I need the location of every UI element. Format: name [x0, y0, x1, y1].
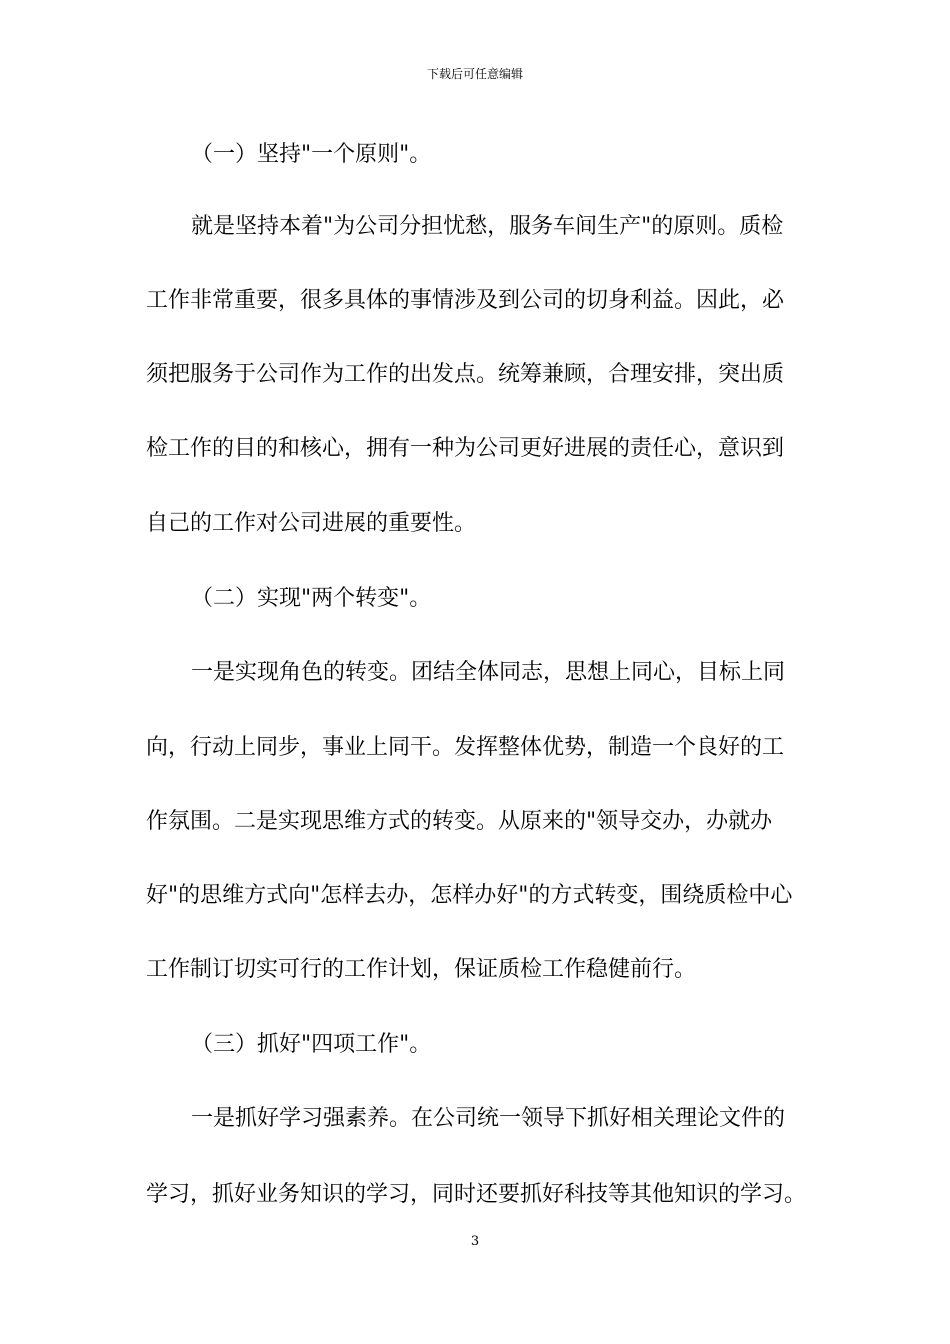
- paragraph-line: 自己的工作对公司进展的重要性。: [146, 511, 477, 536]
- paragraph-line: 向，行动上同步，事业上同干。发挥整体优势，制造一个良好的工: [146, 735, 785, 760]
- paragraph-line: 工作非常重要，很多具体的事情涉及到公司的切身利益。因此，必: [146, 288, 785, 313]
- section-heading-3: （三）抓好"四项工作"。: [191, 1032, 432, 1057]
- paragraph-line: 一是实现角色的转变。团结全体同志，思想上同心，目标上同: [191, 660, 786, 685]
- paragraph-line: 检工作的目的和核心，拥有一种为公司更好进展的责任心，意识到: [146, 436, 785, 461]
- page-header: 下载后可任意编辑: [426, 67, 523, 81]
- paragraph-line: 就是坚持本着"为公司分担忧愁，服务车间生产"的原则。质检: [191, 214, 784, 239]
- section-heading-1: （一）坚持"一个原则"。: [191, 142, 432, 167]
- paragraph-line: 好"的思维方式向"怎样去办，怎样办好"的方式转变，围绕质检中心: [146, 883, 793, 908]
- paragraph-line: 一是抓好学习强素养。在公司统一领导下抓好相关理论文件的: [191, 1106, 786, 1131]
- paragraph-line: 作氛围。二是实现思维方式的转变。从原来的"领导交办，办就办: [146, 809, 773, 834]
- paragraph-line: 须把服务于公司作为工作的出发点。统筹兼顾，合理安排，突出质: [146, 362, 785, 387]
- paragraph-line: 工作制订切实可行的工作计划，保证质检工作稳健前行。: [146, 957, 697, 982]
- section-heading-2: （二）实现"两个转变"。: [191, 586, 432, 611]
- paragraph-line: 学习，抓好业务知识的学习，同时还要抓好科技等其他知识的学习。: [146, 1182, 807, 1207]
- page-number: 3: [470, 1234, 480, 1249]
